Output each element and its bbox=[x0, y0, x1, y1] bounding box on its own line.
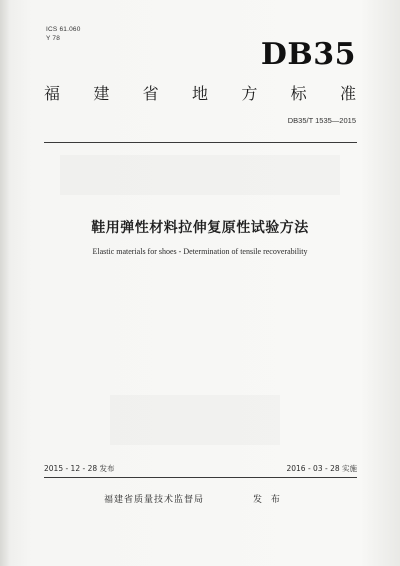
issuing-authority: 福建省质量技术监督局 bbox=[104, 495, 205, 505]
standard-number: DB35/T 1535—2015 bbox=[287, 116, 356, 125]
classification-block bbox=[46, 25, 81, 43]
title-english: Elastic materials for shoes - Determination of tensile recoverability bbox=[92, 247, 308, 256]
top-divider bbox=[44, 142, 357, 143]
issue-label: 发 布 bbox=[253, 495, 283, 505]
standard-type-char: 福 bbox=[44, 84, 61, 103]
implement-date: 2016 - 03 - 28 实施 bbox=[286, 464, 357, 473]
standard-type-char: 省 bbox=[142, 84, 159, 103]
title-chinese: 鞋用弹性材料拉伸复原性试验方法 bbox=[91, 220, 309, 236]
standard-type-char: 标 bbox=[290, 84, 307, 103]
standard-type-heading bbox=[44, 84, 356, 104]
bottom-divider bbox=[44, 477, 357, 478]
page-fold-shadow bbox=[0, 0, 10, 566]
standard-type-char: 地 bbox=[191, 84, 208, 103]
bleed-through-area bbox=[60, 155, 340, 195]
standard-type-char: 准 bbox=[339, 84, 356, 103]
standard-type-char: 方 bbox=[241, 84, 258, 103]
ics-code: ICS 61.060 bbox=[46, 26, 81, 33]
standard-type-char: 建 bbox=[93, 84, 110, 103]
standard-logo: DB35 bbox=[260, 37, 356, 72]
class-code: Y 78 bbox=[46, 35, 61, 42]
publish-date: 2015 - 12 - 28 发布 bbox=[44, 464, 115, 473]
bleed-through-area bbox=[110, 395, 280, 445]
